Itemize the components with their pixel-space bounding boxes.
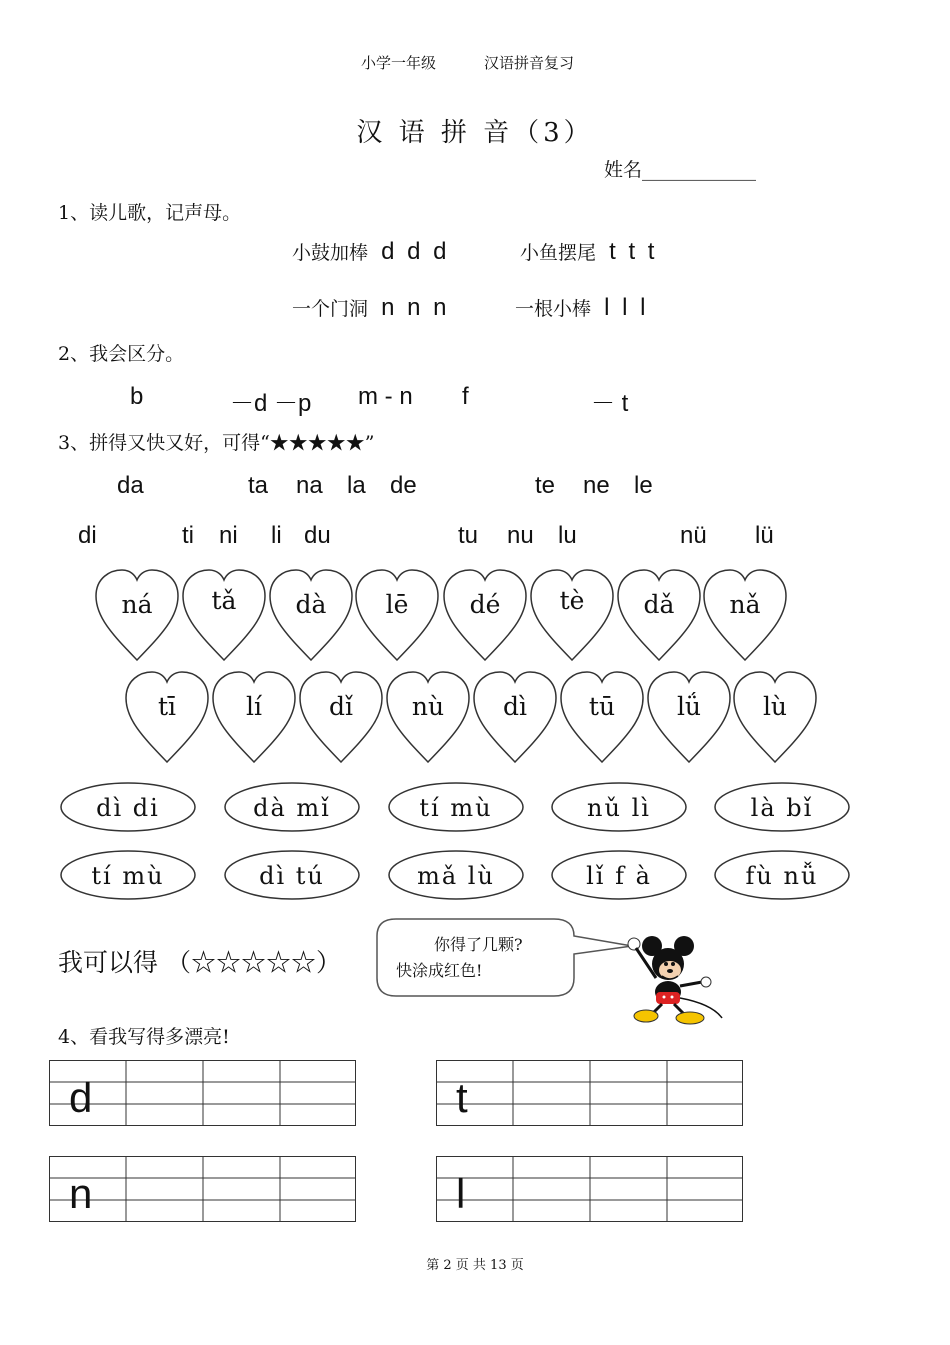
heart-syllable: nǎ — [729, 590, 761, 619]
oval-word — [551, 782, 687, 832]
heart-syllable: tī — [157, 692, 177, 721]
score-text: 我可以得 （☆☆☆☆☆） — [58, 948, 341, 977]
oval-word — [224, 782, 360, 832]
oval-word-text: dì tú — [259, 862, 325, 890]
pinyin-word: ne — [583, 472, 610, 499]
q2-heading: 2、我会区分。 — [58, 343, 185, 365]
oval-word — [714, 782, 850, 832]
oval-word-text: lǐ f à — [586, 862, 652, 890]
heart-syllable: lǘ — [676, 692, 702, 721]
heart-syllable: lù — [762, 692, 788, 721]
oval-word-text: tí mù — [419, 794, 493, 822]
grid-letter: n — [69, 1170, 93, 1217]
q2-item: － t — [591, 390, 629, 417]
q1-line-py: d d d — [381, 238, 450, 265]
heart-syllable: tè — [559, 586, 585, 615]
heart-card — [181, 568, 267, 664]
oval-word-text: dì di — [96, 794, 160, 822]
heart-card — [559, 670, 645, 766]
q1-line-2 — [520, 238, 657, 266]
pinyin-word: na — [296, 472, 323, 499]
pinyin-word: nu — [507, 522, 534, 549]
heart-card — [385, 670, 471, 766]
q1-line-py: n n n — [381, 294, 450, 321]
q1-line-cn: 小鼓加棒 — [292, 242, 369, 264]
q1-line-cn: 小鱼摆尾 — [520, 242, 597, 264]
heart-card — [529, 568, 615, 664]
heart-card — [211, 670, 297, 766]
heart-syllable: ná — [121, 590, 153, 619]
heart-card — [94, 568, 180, 664]
pinyin-word: de — [390, 472, 417, 499]
writing-grid-n — [49, 1156, 356, 1222]
pinyin-word: te — [535, 472, 556, 499]
oval-word-text: tí mù — [91, 862, 165, 890]
pinyin-word: le — [634, 472, 653, 499]
q1-line-py: t t t — [609, 238, 658, 265]
pinyin-word: di — [78, 522, 97, 549]
heart-card — [268, 568, 354, 664]
oval-word-text: nǔ lì — [587, 794, 651, 822]
oval-word — [388, 782, 524, 832]
pinyin-word: tu — [458, 522, 479, 549]
oval-word — [224, 850, 360, 900]
heart-syllable: lē — [385, 590, 409, 619]
q1-line-cn: 一根小棒 — [515, 298, 592, 320]
q1-heading: 1、读儿歌，记声母。 — [58, 202, 242, 224]
heart-syllable: nù — [411, 692, 445, 721]
q1-line-3 — [292, 294, 450, 322]
pinyin-word: li — [271, 522, 282, 549]
heart-card — [472, 670, 558, 766]
oval-word — [714, 850, 850, 900]
grid-letter: l — [456, 1170, 466, 1217]
oval-word — [388, 850, 524, 900]
heart-syllable: tǎ — [211, 586, 237, 615]
name-label: 姓名____________ — [604, 159, 757, 181]
oval-word — [60, 850, 196, 900]
pinyin-word: du — [304, 522, 331, 549]
heart-syllable: dǎ — [643, 590, 675, 619]
heart-card — [646, 670, 732, 766]
pinyin-word: da — [117, 472, 144, 499]
heart-syllable: dǐ — [329, 692, 353, 721]
page-title: 汉 语 拼 音（3） — [356, 118, 594, 148]
pinyin-word: lu — [558, 522, 577, 549]
q1-line-1 — [292, 238, 450, 266]
mickey-mouse-icon — [622, 934, 732, 1026]
q3-heading: 3、拼得又快又好，可得“★★★★★” — [58, 432, 375, 454]
q2-item: －d －p — [230, 390, 312, 417]
pinyin-word: la — [347, 472, 366, 499]
pinyin-word: nü — [680, 522, 707, 549]
heart-card — [354, 568, 440, 664]
q1-line-4 — [515, 294, 648, 322]
heart-card — [124, 670, 210, 766]
q1-line-cn: 一个门洞 — [292, 298, 369, 320]
heart-syllable: dà — [295, 590, 327, 619]
writing-grid-l — [436, 1156, 743, 1222]
heart-syllable: lí — [246, 692, 262, 721]
grid-letter: d — [69, 1074, 93, 1121]
pinyin-word: ta — [248, 472, 269, 499]
heart-syllable: dé — [469, 590, 501, 619]
pinyin-word: lü — [755, 522, 774, 549]
heart-card — [702, 568, 788, 664]
oval-word — [551, 850, 687, 900]
oval-word-text: mǎ lù — [417, 862, 495, 890]
bubble-line-1: 你得了几颗? — [434, 935, 523, 954]
heart-syllable: dì — [503, 692, 527, 721]
q1-line-py: l l l — [604, 294, 649, 321]
q2-item: m - n — [358, 383, 413, 410]
heart-syllable: tū — [588, 692, 616, 721]
oval-word-text: là bǐ — [750, 794, 814, 822]
oval-word-text: fù nǚ — [745, 862, 819, 890]
oval-word-text: dà mǐ — [253, 794, 331, 822]
heart-card — [298, 670, 384, 766]
heart-card — [732, 670, 818, 766]
pinyin-word: ni — [219, 522, 238, 549]
pinyin-word: ti — [182, 522, 194, 549]
writing-grid-d — [49, 1060, 356, 1126]
q2-item: b — [130, 383, 144, 410]
writing-grid-t — [436, 1060, 743, 1126]
q2-item: f — [462, 383, 469, 410]
heart-card — [616, 568, 702, 664]
grid-letter: t — [456, 1074, 468, 1121]
q4-heading: 4、看我写得多漂亮! — [58, 1026, 230, 1048]
header-grade: 小学一年级 — [361, 54, 437, 72]
heart-card — [442, 568, 528, 664]
page-footer: 第 2 页 共 13 页 — [426, 1258, 524, 1273]
oval-word — [60, 782, 196, 832]
bubble-line-2: 快涂成红色! — [396, 961, 483, 980]
header-subject: 汉语拼音复习 — [484, 54, 575, 72]
